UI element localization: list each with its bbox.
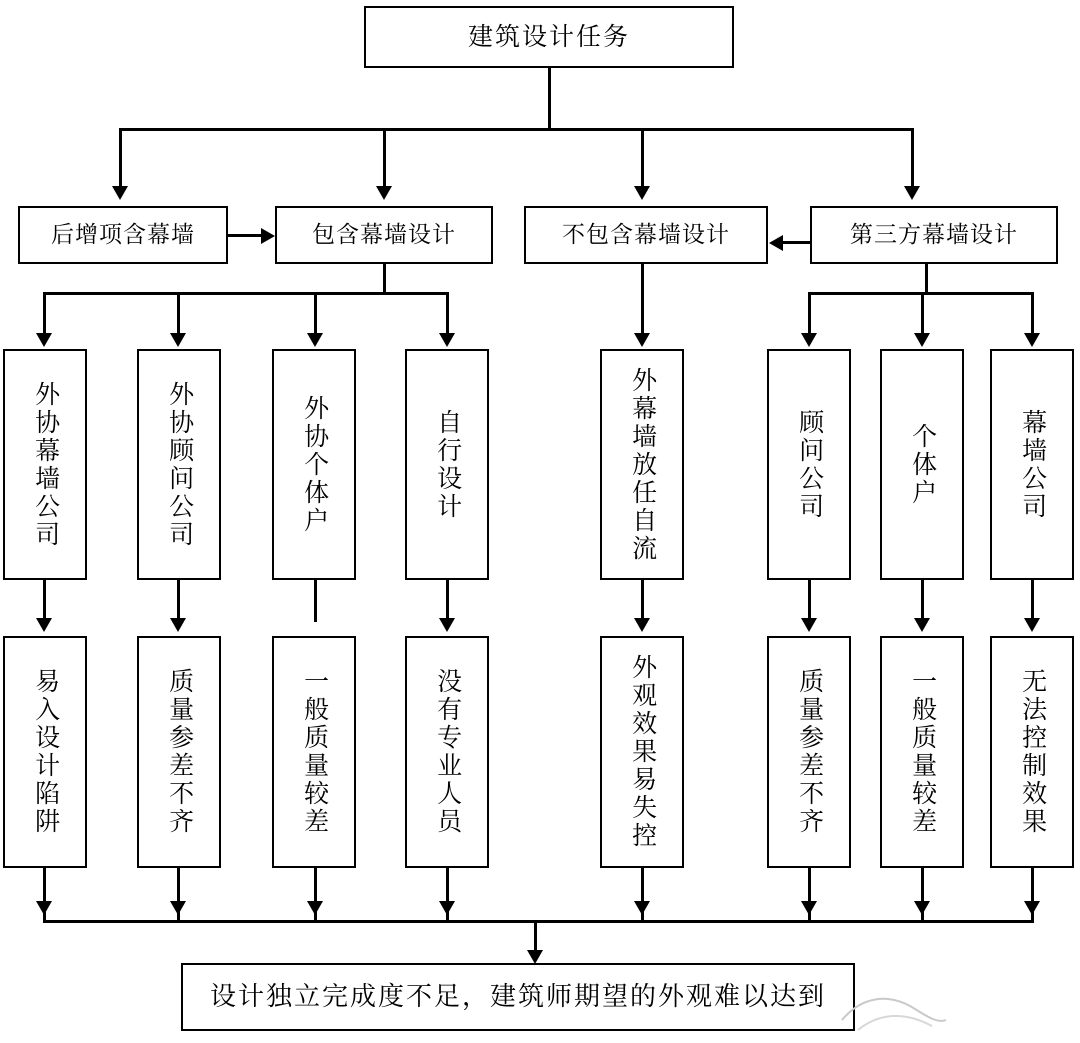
- connector-l2-7-to-l3-7: [1031, 580, 1034, 622]
- node-l2-4: 外幕墙放任自流: [600, 349, 684, 580]
- connector-l1-1-stem: [383, 264, 386, 294]
- connector-l2-0-to-l3-0: [43, 580, 46, 622]
- connector-right-drop-1: [921, 292, 924, 336]
- connector-left-drop-1: [177, 292, 180, 336]
- connector-left-bus: [43, 292, 447, 295]
- arrowhead-l2-1: [170, 333, 186, 347]
- arrowhead-l1-3: [904, 186, 920, 200]
- arrowhead-l3-7: [1024, 618, 1040, 632]
- node-l3-7: 无法控制效果: [990, 636, 1074, 868]
- node-l3-2: 一般质量较差: [272, 636, 356, 868]
- arrowhead-l2-0: [36, 333, 52, 347]
- arrowhead-conclusion: [527, 950, 543, 964]
- arrowhead-l3-3: [439, 618, 455, 632]
- node-l1-2: 不包含幕墙设计: [524, 206, 768, 264]
- pen-squiggle-mark: [840, 990, 950, 1036]
- arrowhead-bus-7: [1024, 901, 1040, 915]
- node-l2-6: 个体户: [880, 349, 964, 580]
- node-l2-2: 外协个体户: [272, 349, 356, 580]
- arrowhead-l2-2: [307, 333, 323, 347]
- arrowhead-bus-5: [801, 901, 817, 915]
- arrowhead-bus-2: [307, 901, 323, 915]
- arrowhead-bus-6: [914, 901, 930, 915]
- connector-root-to-l1-2: [641, 128, 644, 188]
- node-l3-6: 一般质量较差: [880, 636, 964, 868]
- connector-root-bus: [119, 128, 914, 131]
- connector-left-drop-0: [43, 292, 46, 336]
- node-l3-3: 没有专业人员: [405, 636, 489, 868]
- arrowhead-l1-3-to-l1-2: [769, 235, 783, 251]
- node-l3-1: 质量参差不齐: [137, 636, 221, 868]
- node-l2-7: 幕墙公司: [990, 349, 1074, 580]
- node-l2-5: 顾问公司: [767, 349, 851, 580]
- connector-l1-3-stem: [925, 264, 928, 294]
- connector-l2-2-to-l3-2: [314, 580, 317, 622]
- connector-right-drop-2: [1031, 292, 1034, 336]
- node-l1-3: 第三方幕墙设计: [810, 206, 1058, 264]
- arrowhead-l1-2: [634, 186, 650, 200]
- connector-l2-5-to-l3-5: [808, 580, 811, 622]
- node-l3-4: 外观效果易失控: [600, 636, 684, 868]
- node-l1-1: 包含幕墙设计: [275, 206, 493, 264]
- arrowhead-l3-0: [36, 618, 52, 632]
- arrowhead-l3-6: [914, 618, 930, 632]
- arrowhead-l3-4: [634, 618, 650, 632]
- node-l1-0: 后增项含幕墙: [18, 206, 228, 264]
- arrowhead-l3-5: [801, 618, 817, 632]
- connector-l1-2-to-l2-4: [641, 264, 644, 336]
- arrowhead-l3-1: [170, 618, 186, 632]
- node-l3-0: 易入设计陷阱: [3, 636, 87, 868]
- arrowhead-l2-6: [914, 333, 930, 347]
- node-conclusion: 设计独立完成度不足，建筑师期望的外观难以达到: [181, 963, 855, 1031]
- arrowhead-l1-0: [112, 186, 128, 200]
- connector-root-to-l1-3: [911, 128, 914, 188]
- node-l2-1: 外协顾问公司: [137, 349, 221, 580]
- arrowhead-l1-0-to-l1-1: [261, 228, 275, 244]
- connector-left-drop-3: [446, 292, 449, 336]
- arrowhead-bus-0: [36, 901, 52, 915]
- connector-root-to-l1-1: [383, 128, 386, 188]
- arrowhead-bus-1: [170, 901, 186, 915]
- connector-root-to-l1-0: [119, 128, 122, 188]
- connector-l2-6-to-l3-6: [921, 580, 924, 622]
- connector-l2-4-to-l3-4: [641, 580, 644, 622]
- arrowhead-l2-3: [439, 333, 455, 347]
- arrowhead-l2-7: [1024, 333, 1040, 347]
- arrowhead-bus-4: [634, 901, 650, 915]
- connector-bottom-bus: [43, 920, 1034, 923]
- node-l3-5: 质量参差不齐: [767, 636, 851, 868]
- connector-right-drop-0: [808, 292, 811, 336]
- arrowhead-l2-5: [801, 333, 817, 347]
- arrowhead-l2-4: [634, 333, 650, 347]
- connector-l2-1-to-l3-1: [177, 580, 180, 622]
- connector-l1-0-to-l1-1: [228, 234, 262, 237]
- connector-l2-3-to-l3-3: [446, 580, 449, 622]
- node-l2-3: 自行设计: [405, 349, 489, 580]
- arrowhead-bus-3: [439, 901, 455, 915]
- node-l2-0: 外协幕墙公司: [3, 349, 87, 580]
- connector-left-drop-2: [314, 292, 317, 336]
- node-root: 建筑设计任务: [364, 6, 734, 68]
- arrowhead-l1-1: [376, 186, 392, 200]
- connector-l1-3-to-l1-2: [782, 241, 812, 244]
- connector-root-stem: [548, 68, 551, 128]
